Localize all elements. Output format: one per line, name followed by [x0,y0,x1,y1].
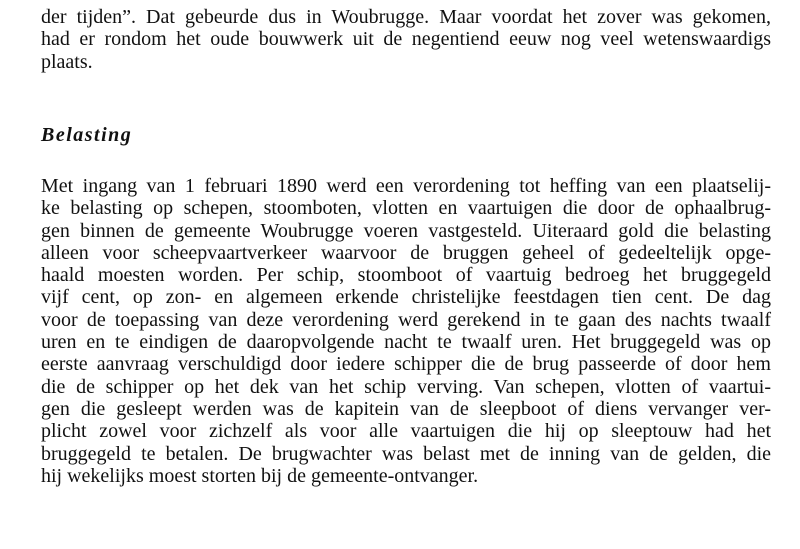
text-line: gen die gesleept werden was de kapitein van de sleepboot of diens vervanger ver- [41,397,771,420]
text-line: die de schipper op het dek van het schip verving. Van schepen, vlotten of vaartui- [41,375,771,398]
body-paragraph [41,175,771,487]
text-line: plicht zowel voor zichzelf als voor alle vaartuigen die hij op sleeptouw had het [41,420,771,443]
text-line: alleen voor scheepvaartverkeer waarvoor de bruggen geheel of gedeeltelijk opge- [41,241,771,264]
text-line: eerste aanvraag verschuldigd door iedere schipper die de brug passeerde of door hem [41,353,771,376]
text-line: uren en te eindigen de daaropvolgende nacht te twaalf uren. Het bruggegeld was op [41,331,771,354]
text-line: Met ingang van 1 februari 1890 werd een verordening tot heffing van een plaatselij- [41,175,771,197]
text-line: der tijden”. Dat gebeurde dus in Woubrugge. Maar voordat het zover was gekomen, [41,6,771,28]
text-line: gen binnen de gemeente Woubrugge voeren vastgesteld. Uiteraard gold die belasting [41,219,771,242]
intro-paragraph [41,6,771,73]
text-line: vijf cent, op zon- en algemeen erkende christelijke feestdagen tien cent. De dag [41,286,771,309]
text-line: bruggegeld te betalen. De brugwachter was belast met de inning van de gelden, die [41,442,771,465]
section-heading: Belasting [41,124,133,146]
text-line: hij wekelijks moest storten bij de gemeente-ontvanger. [41,464,479,487]
text-line: ke belasting op schepen, stoomboten, vlotten en vaartuigen die door de ophaalbrug- [41,197,771,220]
text-line: haald moesten worden. Per schip, stoomboot of vaartuig bedroeg het bruggegeld [41,264,771,287]
text-line: plaats. [41,50,93,73]
text-line: had er rondom het oude bouwwerk uit de negentiend eeuw nog veel wetenswaardigs [41,28,771,51]
text-line: voor de toepassing van deze verordening werd gerekend in te gaan des nachts twaalf [41,308,771,331]
